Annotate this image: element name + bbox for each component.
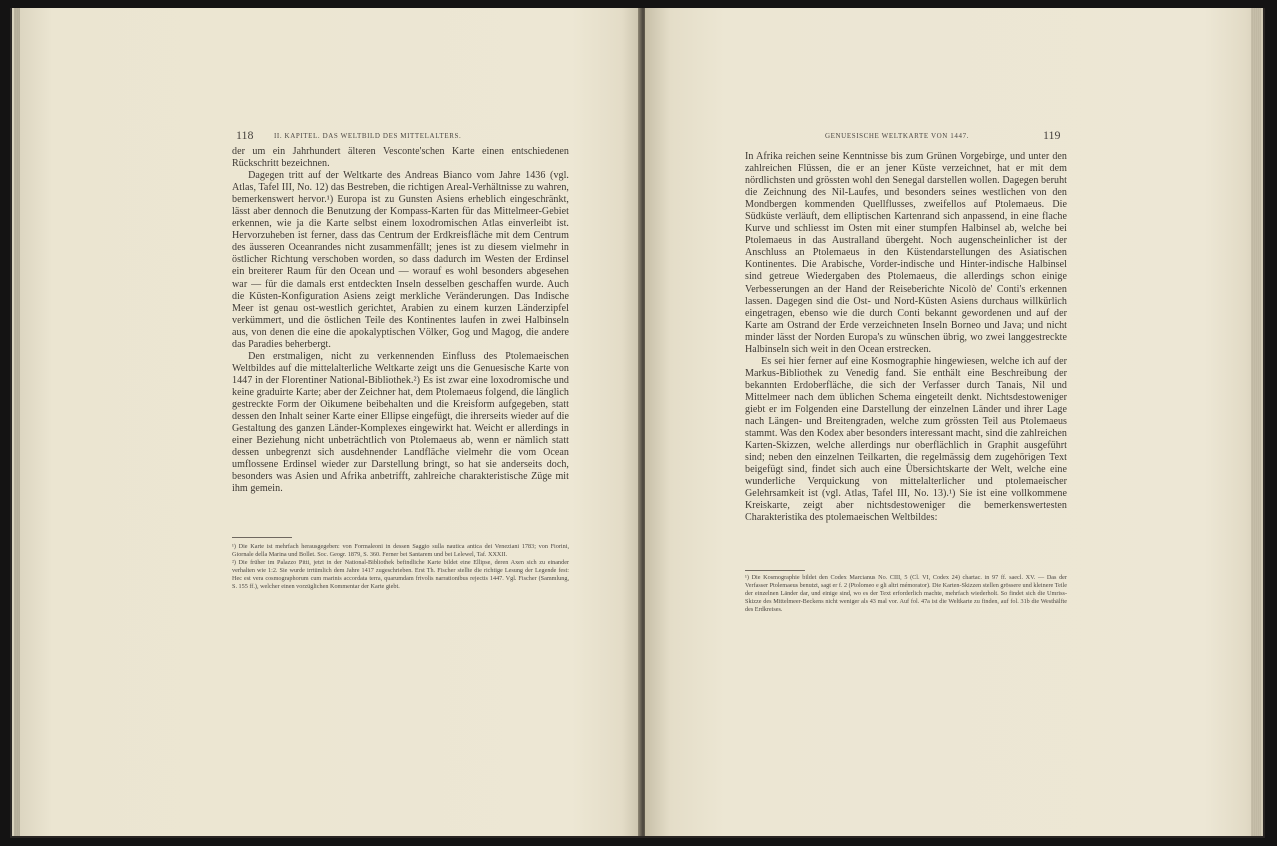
right-body-text — [745, 151, 1067, 524]
right-page-edges — [1251, 8, 1261, 836]
right-page-number: 119 — [1043, 128, 1061, 142]
right-footnotes — [745, 574, 1067, 614]
footnote-rule — [745, 570, 805, 571]
footnote: ²) Die früher im Palazzo Pitti, jetzt in der National-Bibliothek befindliche Karte bildet eine Ellipse, deren Axen sich zu einander verhalten wie 1:2. Sie wurde irrtümlich dem Jahre 1417 zugeschrieben. Erst Th. Fischer stellte die richtige Lesung der Legende fest: Hec est vera cosmographorum cum marinis accordata terra, quarumdam frivolis narrationibus rejectis 1447. Vgl. Fischer (Sammlung, S. 155 ff.), welcher einen vorzüglichen Kommentar der Karte giebt. — [232, 558, 569, 590]
right-running-header: GENUESISCHE WELTKARTE VON 1447. — [825, 132, 970, 140]
footnote: ¹) Die Karte ist mehrfach herausgegeben: von Formaleoni in dessen Saggio sulla nautica antica dei Veneziani 1783; von Fiorini, Giornale della Marina und Bollet. Soc. Geogr. 1879, S. 360. Ferner bei Santarem und bei Lelewel, Taf. XXXII. — [232, 543, 569, 558]
footnote: ¹) Die Kosmographie bildet den Codex Marcianus No. CIII, 5 (Cl. VI, Codex 24) chartac. in 97 ff. saecl. XV. — Das der Verfasser Ptolemaeus benutzt, sagt er f. 2 (Ptolomeo e gli altri mémorator). Die Karten-Skizzen stellen grössere und kleinere Teile der einzelnen Länder dar, und einige sind, wo es der Text erforderlich machte, mehrfach wiederholt. So findet sich die Umriss-Skizze des Mittelmeer-Beckens nicht weniger als 43 mal vor. Auf fol. 47a ist die Weltkarte zu finden, auf fol. 31b die Westhälfte des Erdkreises. — [745, 574, 1067, 613]
footnote-rule — [232, 537, 292, 538]
left-body-text — [232, 146, 569, 495]
paragraph: Den erstmaligen, nicht zu verkennenden Einfluss des Ptolemaeischen Weltbildes auf die mittelalterliche Weltkarte zeigt uns die Genuesische Karte von 1447 in der Florentiner National-Bibliothek.²) Es ist zwar eine loxodromische und keine graduirte Karte; aber der Zeichner hat, dem Ptolemaeus folgend, die länglich gestreckte Form der Oikumene beibehalten und die Kreisform aufgegeben, statt dessen den Inhalt seiner Karte einer Ellipse eingefügt, die ihrerseits wieder auf die Gestaltung des ganzen Länder-Komplexes eingewirkt hat. Weicht er allerdings in einer Beziehung nicht unbeträchtlich von Ptolemaeus ab, wenn er nämlich statt dessen unbegrenzt sich ausdehnender Landfläche vielmehr die vom Ocean umflossene Erdinsel wieder zur Darstellung bringt, so hat sie anderseits doch, besonders was Asien und Afrika anbetrifft, zahlreiche charakteristische Züge mit ihm gemein. — [232, 350, 569, 495]
paragraph: Es sei hier ferner auf eine Kosmographie hingewiesen, welche ich auf der Markus-Bibliothek zu Venedig fand. Sie enthält eine Beschreibung der bekannten Erdoberfläche, die sich der Verfasser durch Tanais, Nil und Mittelmeer nach dem üblichen Schema eingeteilt denkt. Nichtsdestoweniger giebt er im Folgenden eine Darstellung der einzelnen Länder und ihrer Lage nach Längen- und Breitengraden, welche zum grössten Teil aus Ptolemaeus stammt. Was den Kodex aber besonders interessant macht, sind die zahlreichen Karten-Skizzen, welche allerdings nur oberflächlich in Graphit ausgeführt sind; neben den einzelnen Teilkarten, die regelmässig dem zugehörigen Text beigefügt sind, findet sich auch eine Übersichtskarte der Welt, welche eine wunderliche Verquickung von mittelalterlicher und ptolemaeischer Gelehrsamkeit ist (vgl. Atlas, Tafel III, No. 13).¹) Sie ist eine vollkommene Kreiskarte, zeigt aber nichtsdestoweniger die bemerkenswertesten Charakteristika des ptolemaeischen Weltbildes: — [745, 355, 1067, 524]
left-page — [12, 8, 642, 836]
paragraph: In Afrika reichen seine Kenntnisse bis zum Grünen Vorgebirge, und unter den zahlreichen Flüssen, die er an jener Küste verzeichnet, hat er mit dem nördlichsten und grössten wohl den Senegal darstellen wollen. Dagegen beruht die Zeichnung des Nil-Laufes, und besonders seines westlichen von den Mondbergen kommenden Quellflusses, zweifellos auf Ptolemaeus. Die Südküste verläuft, dem elliptischen Kartenrand sich anpassend, in eine flache Kurve und schliesst im Osten mit einer stumpfen Halbinsel ab, welche bei Ptolemaeus in das Australland übergeht. Noch augenscheinlicher ist der Anschluss an Ptolemaeus in den Küstendarstellungen des Asiatischen Kontinentes. Die Arabische, Vorder-indische und Hinter-indische Halbinsel sind getreue Wiedergaben des Ptolemaeus, die allerdings schon einige Verbesserungen an der Hand der Reiseberichte Nicolò de' Conti's erkennen lassen. Dagegen sind die Ost- und Nord-Küsten Asiens durchaus willkürlich eingetragen, ebenso wie die durch Conti bekannt gewordenen und auf der Karte am Ostrand der Erde verzeichneten Inseln Borneo und Java; und nicht minder lässt der Norden Europa's zu wünschen übrig, wo zwei langgestreckte Halbinseln sich weit in den Ocean erstrecken. — [745, 151, 1067, 355]
left-footnotes — [232, 543, 569, 590]
open-book — [10, 8, 1265, 838]
left-page-edges — [14, 8, 20, 836]
paragraph: Dagegen tritt auf der Weltkarte des Andreas Bianco vom Jahre 1436 (vgl. Atlas, Tafel III, No. 12) das Bestreben, die richtigen Areal-Verhältnisse zu wahren, bemerkenswert hervor.¹) Europa ist zu Gunsten Asiens erheblich eingeschränkt, lässt aber dennoch die Benutzung der Kompass-Karten für das Mittelmeer-Gebiet erkennen, wie ja die Karte selbst einem loxodromischen Atlas einverleibt ist. Hervorzuheben ist ferner, dass das Centrum der Erdkreisfläche mit dem Centrum des äusseren Oceanrandes nicht zusammenfällt; jenes ist zu diesem vielmehr in östlicher Richtung verschoben worden, so dass dadurch im Westen der Erdinsel ein breiterer Raum für den Ocean und — worauf es wohl besonders abgesehen war — für die damals erst entdeckten Inseln desselben geschaffen wurde. Auch die Küsten-Konfiguration Asiens zeigt merkliche Veränderungen. Das Indische Meer ist genau ost-westlich gerichtet, Arabien zu einem kurzen Länderzipfel verkümmert, und die östlichen Teile des Kontinentes laufen in zwei Halbinseln aus, von denen die eine die apokalyptischen Völker, Gog und Magog, die andere das Paradies beherbergt. — [232, 170, 569, 350]
left-running-header: II. KAPITEL. DAS WELTBILD DES MITTELALTERS. — [274, 132, 462, 140]
left-page-number: 118 — [236, 128, 254, 142]
paragraph: der um ein Jahrhundert älteren Vesconte'schen Karte einen entschiedenen Rückschritt bezeichnen. — [232, 146, 569, 170]
right-page — [645, 8, 1263, 836]
